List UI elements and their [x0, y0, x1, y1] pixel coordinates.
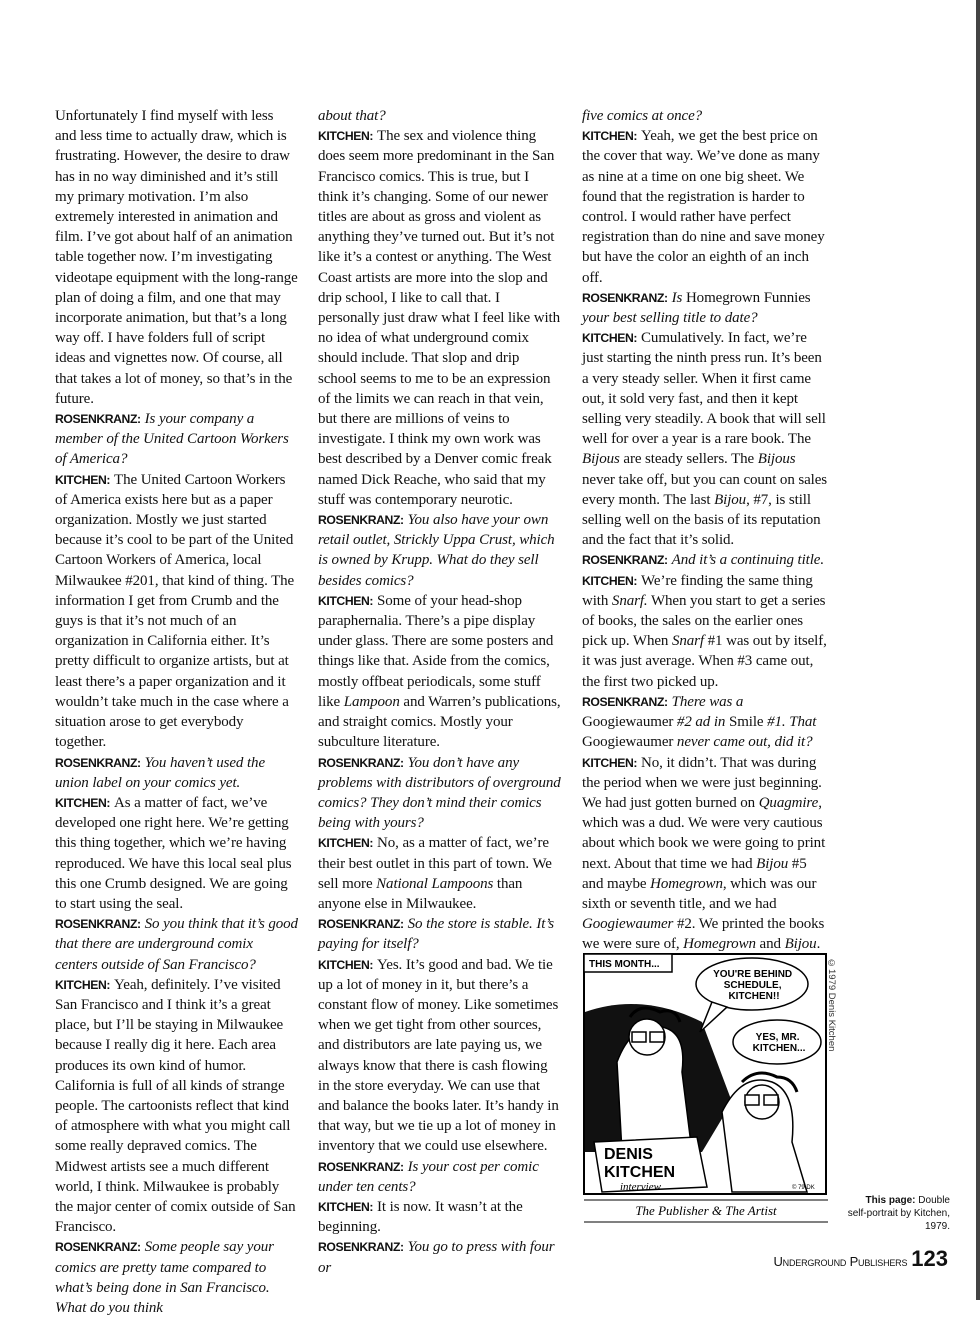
text-run: National Lampoons [376, 875, 494, 892]
text-run: Googiewaumer [582, 714, 674, 731]
text-run: than anyone else in Milwaukee. [318, 875, 523, 912]
answer-paragraph [55, 470, 298, 753]
answer-paragraph [318, 591, 561, 753]
text-run: five comics at once? [582, 108, 703, 124]
text-column-3 [582, 106, 828, 955]
svg-text:YES, MR. KITCHEN... [753, 1032, 806, 1054]
speaker-label: ROSENKRANZ: [55, 412, 141, 427]
page-number: 123 [911, 1246, 948, 1271]
answer-paragraph [318, 126, 561, 510]
speaker-label: ROSENKRANZ: [582, 553, 668, 568]
question-paragraph [55, 753, 298, 793]
speaker-label: KITCHEN: [582, 129, 638, 144]
text-run: There was a [671, 693, 744, 710]
speaker-label: KITCHEN: [582, 755, 638, 770]
text-run: Is your company a member of the United Cartoon Workers of America? [55, 411, 289, 468]
text-run: So the store is stable. It’s paying for itself? [318, 916, 555, 953]
question-paragraph [318, 753, 561, 834]
bubble1-line: KITCHEN!! [728, 991, 780, 1002]
speaker-label: KITCHEN: [318, 593, 374, 608]
bubble1-line: YOU'RE BEHIND [713, 969, 793, 980]
text-run: Bijous [582, 451, 620, 468]
text-run: , which was a dud. We were very cautious about which book we were going to print next. About that time we had [582, 794, 826, 872]
text-run: your best selling title to date? [582, 310, 758, 327]
speaker-label: ROSENKRANZ: [318, 755, 404, 770]
text-run: Yes. It’s good and bad. We tie up a lot of money in it, but there’s a constant flow of money. Like sometimes when we get tight from other sources, and distributors are late paying us, we always know that there is cash flowing in the store everyday. We can use that and balance the books later. It’s handy in that way, but we tie up a lot of money in inventory that we could use elsewhere. [318, 956, 559, 1155]
text-run: Some of your head-shop paraphernalia. There’s a pipe display under glass. There are some posters and things like that. Aside from the comics, mostly offbeat periodicals, some stuff like [318, 592, 554, 710]
text-column-1 [55, 106, 298, 1318]
text-run: #1. That [763, 714, 817, 731]
answer-paragraph [318, 833, 561, 914]
text-run: about that? [318, 108, 386, 124]
speaker-label: KITCHEN: [318, 836, 374, 851]
text-run: And it’s a continuing title. [671, 552, 824, 569]
comic-caption-box: THIS MONTH... [589, 959, 660, 970]
question-paragraph [318, 1237, 561, 1277]
text-run: #2 ad in [673, 714, 729, 731]
sign-line: DENIS [604, 1146, 653, 1163]
text-run: are steady sellers. The [619, 451, 758, 468]
speaker-label: ROSENKRANZ: [318, 1159, 404, 1174]
page-footer [773, 1246, 948, 1272]
bubble2-line: KITCHEN... [752, 1043, 806, 1054]
text-run: It is now. It wasn’t at the beginning. [318, 1198, 523, 1236]
question-paragraph [318, 1157, 561, 1197]
section-title: Underground Publishers [773, 1254, 908, 1269]
text-run: No, as a matter of fact, we’re their best outlet in this part of town. We sell more [318, 835, 552, 892]
text-run: and [755, 936, 785, 953]
text-run: You go to press with four or [318, 1239, 555, 1276]
text-run: , #7, is still selling well on the basis of its reputation and the fact that it’s solid. [582, 491, 821, 549]
paragraph [318, 106, 561, 126]
artist-signature: © 79 DK [792, 1185, 815, 1191]
text-run: So you think that it’s good that there are underground comix centers outside of San Francisco? [55, 916, 298, 973]
text-run: Some people say your comics are pretty tame compared to what’s being done in San Francisco. What do you think [55, 1239, 274, 1316]
text-run: We’re finding the same thing with [582, 572, 813, 609]
sign-line: KITCHEN [604, 1164, 676, 1181]
question-paragraph [55, 1237, 298, 1318]
text-run: #1 was out by itself, it was just average. When #3 came out, the first two picked up. [582, 633, 827, 690]
text-run: No, it didn’t. That was during the period when we were just beginning. We had just gotten burned on [582, 754, 822, 811]
answer-paragraph [582, 126, 828, 288]
text-run: , which was our sixth or seventh title, and we had [582, 875, 817, 912]
paragraph [582, 106, 828, 126]
side-caption [846, 1194, 950, 1233]
speaker-label: KITCHEN: [55, 472, 111, 487]
text-run: When you start to get a series of books, the sales on the earlier ones pick up. When [582, 592, 826, 650]
speaker-label: ROSENKRANZ: [55, 917, 141, 932]
speaker-label: KITCHEN: [318, 129, 374, 144]
text-column-2 [318, 106, 561, 1278]
speaker-label: ROSENKRANZ: [318, 1240, 404, 1255]
text-run: Snarf [671, 633, 704, 650]
speaker-label: KITCHEN: [55, 795, 111, 810]
speaker-label: KITCHEN: [582, 331, 638, 346]
text-run: Homegrown [650, 875, 723, 892]
question-paragraph [318, 914, 561, 954]
answer-paragraph [582, 328, 828, 550]
text-run: You haven’t used the union label on your comics yet. [55, 754, 266, 791]
bubble1-line: SCHEDULE, [723, 980, 782, 991]
text-run: . [816, 936, 821, 953]
caption-label: This page: [865, 1195, 916, 1206]
text-run: Cumulatively. In fact, we’re just starting the ninth press run. It’s been a very steady seller. When it first came out, it sold very fast, and then it kept selling very steadily. A book that will sell well for over a year is a rare book. The [582, 330, 826, 448]
copyright-credit: ©1979 Denis Kitchen [826, 958, 837, 1052]
caption-text: Double self-portrait by Kitchen, 1979. [847, 1195, 950, 1232]
speaker-label: ROSENKRANZ: [55, 1240, 141, 1255]
text-run: Bijou [756, 855, 789, 872]
answer-paragraph [582, 753, 828, 955]
answer-paragraph [55, 975, 298, 1238]
text-run: Is [671, 289, 686, 306]
speaker-label: ROSENKRANZ: [582, 694, 668, 709]
speaker-label: ROSENKRANZ: [318, 513, 404, 528]
text-run: The sex and violence thing does seem more predominant in the San Francisco comics. This is true, but I think it’s changing. Some of our newer titles are about as gross and violent as anything they’ve turned out. But it’s not like it’s a contest or anything. The West Coast artists are more into the slop and drip school, I like to call that. I personally just draw what I feel like with no idea of what underground comix should include. That slop and drip school seems to me to be an expression of the limits we can reach in that vein, but there are millions of veins to investigate. I think my own work was best described by a Denver comic freak named Dick Reache, who said that my stuff was contemporary neurotic. [318, 128, 560, 508]
paragraph [55, 106, 298, 409]
answer-paragraph [582, 571, 828, 692]
question-paragraph [582, 550, 828, 570]
speaker-label: KITCHEN: [318, 957, 374, 972]
text-run: #2. We printed the books we were sure of, [582, 916, 825, 953]
text-run: Smile [728, 714, 764, 731]
answer-paragraph [55, 793, 298, 914]
text-run: Yeah, definitely. I’ve visited San Francisco and I think it’s a great place, but I’ll be staying in Milwaukee because I really dig it here. Each area produces its own kind of humor. California is full of all kinds of strange people. The cartoonists reflect that kind of atmosphere with what you might call some really depraved comics. The Midwest artists see a much different world, I think. Milwaukee is probably the major center of comix outside of San Francisco. [55, 976, 296, 1236]
speaker-label: ROSENKRANZ: [55, 755, 141, 770]
text-run: As a matter of fact, we’ve developed one right here. We’re getting this thing together, which we’re having reproduced. We have this local seal plus this one Crumb designed. We are going to start using the seal. [55, 794, 292, 912]
comic-illustration [582, 952, 830, 1224]
bubble2-line: YES, MR. [755, 1032, 800, 1043]
text-run: Lampoon [343, 693, 400, 710]
text-run: #5 and maybe [582, 855, 807, 892]
question-paragraph [55, 914, 298, 975]
text-run: Snarf. [611, 592, 648, 609]
text-run: You don’t have any problems with distributors of overground comics? They don’t mind their comics being with yours? [318, 754, 561, 832]
speaker-label: ROSENKRANZ: [582, 290, 668, 305]
text-run: and Warren’s publications, and straight comics. Mostly your subculture literature. [318, 693, 561, 751]
text-run: Unfortunately I find myself with less and less time to actually draw, which is frustrating. However, the desire to draw has in no way diminished and it’s still my primary motivation. I’m also extremely interested in animation and film. I’ve got about half of an animation table together now. I’m investigating videotape equipment with the long-range plan of doing a film, and one that may incorporate animation, but that’s a long way off. I have folders full of script ideas and vignettes now. Of course, all that takes a lot of money, so that’s in the future. [55, 108, 298, 407]
text-run: Bijou [784, 936, 817, 953]
sign-script: interview [620, 1181, 661, 1193]
answer-paragraph [318, 955, 561, 1157]
speaker-label: ROSENKRANZ: [318, 917, 404, 932]
question-paragraph [582, 288, 828, 328]
text-run: Googiewaumer [582, 734, 674, 751]
answer-paragraph [318, 1197, 561, 1237]
speaker-label: KITCHEN: [55, 977, 111, 992]
text-run: Homegrown [683, 936, 756, 953]
question-paragraph [318, 510, 561, 591]
text-run: Bijou [714, 491, 747, 508]
speaker-label: KITCHEN: [318, 1199, 374, 1214]
comic-title: The Publisher & The Artist [635, 1203, 777, 1218]
text-run: never take off, but you can count on sales every month. The last [582, 471, 828, 508]
speaker-label: KITCHEN: [582, 573, 638, 588]
text-run: Googiewaumer [582, 916, 674, 933]
text-run: The United Cartoon Workers of America exists here but as a paper organization. Mostly we just started because it’s cool to be part of the United Cartoon Workers of America, local Milwaukee #201, that kind of thing. The information I get from Crumb and the guys is that it’s not much of an organization in California either. It’s pretty difficult to organize artists, but at least there’s a paper organization and it wouldn’t take much in the case where a situation arose to get everybody together. [55, 471, 295, 751]
text-run: Bijous [757, 451, 796, 468]
text-run: Quagmire [758, 794, 819, 811]
text-run: Homegrown Funnies [685, 289, 811, 306]
text-run: never came out, did it? [673, 734, 813, 751]
page-edge [976, 0, 980, 1300]
text-run: Yeah, we get the best price on the cover that way. We’ve done as many as nine at a time on one big sheet. We found that the registration is harder to control. I would rather have perfect registration than do nine and save money but have the color an eighth of an inch off. [582, 128, 825, 286]
text-run: You also have your own retail outlet, Strickly Uppa Crust, which is owned by Krupp. What do they sell besides comics? [318, 512, 555, 589]
question-paragraph [582, 692, 828, 753]
question-paragraph [55, 409, 298, 470]
text-run: Is your cost per comic under ten cents? [318, 1158, 539, 1195]
